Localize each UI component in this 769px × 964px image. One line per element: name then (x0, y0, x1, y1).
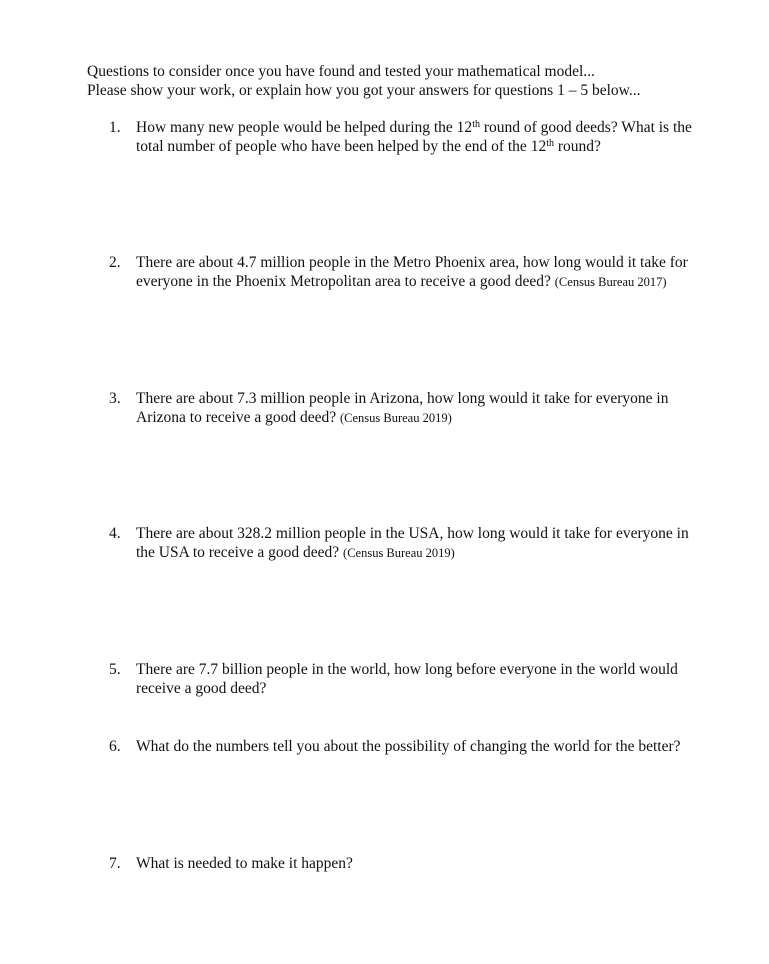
citation: (Census Bureau 2019) (343, 546, 455, 560)
question-number: 3. (109, 390, 121, 407)
question-1 (109, 118, 729, 156)
question-3-line-2: Arizona to receive a good deed? (Census Bureau 2019) (136, 409, 452, 426)
question-7-line-1: What is needed to make it happen? (136, 855, 353, 872)
question-1-line-1: How many new people would be helped during the 12th round of good deeds? What is the (136, 119, 692, 136)
question-number: 4. (109, 525, 121, 542)
question-number: 5. (109, 661, 121, 678)
question-3-line-1: There are about 7.3 million people in Arizona, how long would it take for everyone in (136, 390, 669, 407)
question-2 (109, 253, 729, 292)
question-5-line-1: There are 7.7 billion people in the world, how long before everyone in the world would (136, 661, 678, 678)
question-number: 6. (109, 738, 121, 755)
citation: (Census Bureau 2019) (339, 411, 452, 425)
question-4-line-1: There are about 328.2 million people in the USA, how long would it take for everyone in (136, 525, 689, 542)
citation: (Census Bureau 2017) (554, 275, 667, 289)
question-number: 1. (109, 119, 121, 136)
question-4-line-2: the USA to receive a good deed? (Census Bureau 2019) (136, 544, 455, 561)
question-1-line-2: total number of people who have been helped by the end of the 12th round? (136, 138, 601, 155)
intro-line-1: Questions to consider once you have found and tested your mathematical model... (87, 63, 595, 80)
ordinal-suffix: th (546, 138, 554, 149)
question-2-line-1: There are about 4.7 million people in the Metro Phoenix area, how long would it take for (136, 254, 688, 271)
question-5 (109, 660, 729, 698)
question-2-line-2: everyone in the Phoenix Metropolitan area to receive a good deed? (Census Bureau 2017) (136, 273, 667, 290)
question-4 (109, 524, 729, 563)
question-5-line-2: receive a good deed? (136, 680, 267, 697)
intro-block (87, 62, 640, 100)
question-7 (109, 854, 729, 873)
ordinal-suffix: th (472, 119, 480, 130)
question-number: 2. (109, 254, 121, 271)
intro-line-2: Please show your work, or explain how you got your answers for questions 1 – 5 below... (87, 82, 641, 99)
question-number: 7. (109, 855, 121, 872)
question-6 (109, 737, 729, 756)
question-6-line-1: What do the numbers tell you about the possibility of changing the world for the better? (136, 738, 681, 755)
question-3 (109, 389, 729, 428)
